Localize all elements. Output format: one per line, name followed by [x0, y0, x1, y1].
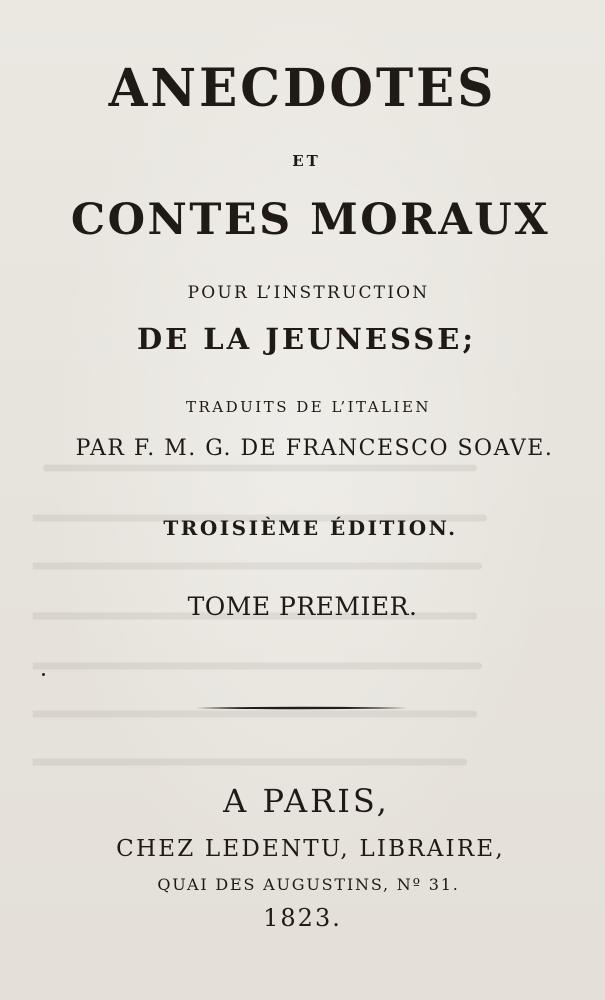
title-line-2: CONTES MORAUX: [70, 195, 551, 245]
subtitle-line-2: DE LA JEUNESSE;: [136, 322, 477, 356]
title-conjunction: ET: [292, 152, 321, 170]
title-line-1: ANECDOTES: [108, 56, 497, 119]
imprint-year: 1823.: [263, 904, 342, 932]
imprint-city: A PARIS,: [223, 782, 390, 820]
translation-note: TRADUITS DE L’ITALIEN: [185, 398, 432, 416]
author-line: PAR F. M. G. DE FRANCESCO SOAVE.: [75, 436, 554, 461]
edition-line: TROISIÈME ÉDITION.: [163, 516, 458, 540]
ink-speck: [42, 673, 45, 676]
subtitle-line-1: POUR L’INSTRUCTION: [187, 283, 430, 303]
imprint-address: QUAI DES AUGUSTINS, Nº 31.: [157, 875, 460, 894]
ornamental-rule: [196, 706, 408, 710]
volume-line: TOME PREMIER.: [187, 592, 418, 621]
imprint-publisher: CHEZ LEDENTU, LIBRAIRE,: [116, 836, 505, 862]
